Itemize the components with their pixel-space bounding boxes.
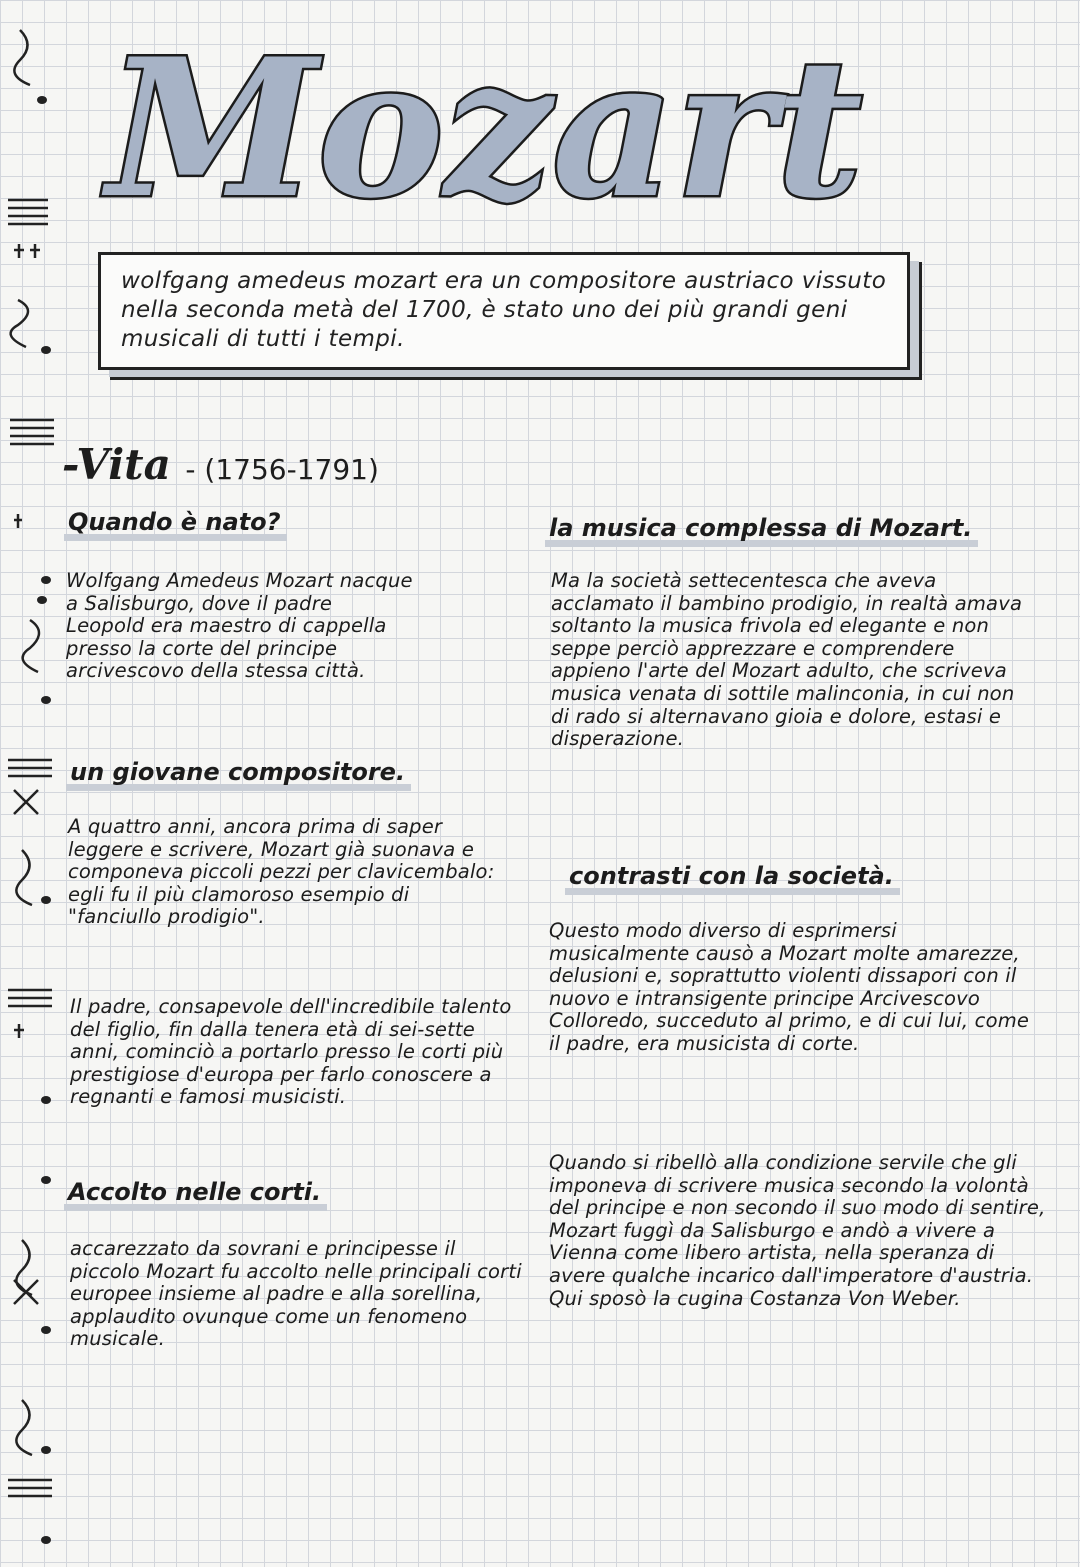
page-title [95,5,875,240]
subheading-accolto-corti: Accolto nelle corti. [64,1178,327,1208]
paragraph-father: Il padre, consapevole dell'incredibile talento del figlio, fin dalla tenera età di sei-sette anni, cominciò a portarlo presso le corti più prestigiose d'europa per farlo conoscere a regnanti e famosi musicisti. [70,995,512,1109]
subheading-giovane-compositore: un giovane compositore. [66,758,411,788]
intro-box [98,252,910,370]
paragraph-contrasts: Questo modo diverso di esprimersi musicalmente causò a Mozart molte amarezze, delusioni e, soprattutto violenti dissapori con il nuovo e intransigente principe Arcivescovo Colloredo, succeduto al primo, e di cui lui, come il padre, era musicista di corte. [549,919,1030,1055]
intro-text: wolfgang amedeus mozart era un compositore austriaco vissuto nella seconda metà del 1700, è stato uno dei più grandi geni musicali di tutti i tempi. [121,268,887,352]
subheading-musica-complessa: la musica complessa di Mozart. [545,514,978,544]
section-heading-vita [62,440,379,489]
paragraph-birth: Wolfgang Amedeus Mozart nacque a Salisburgo, dove il padre Leopold era maestro di cappella presso la corte del principe arcivescovo della stessa città. [66,569,413,683]
paragraph-young-composer: A quattro anni, ancora prima di saper leggere e scrivere, Mozart già suonava e componeva piccoli pezzi per clavicembalo: egli fu il più clamoroso esempio di "fanciullo prodigio". [68,815,495,929]
vita-title: -Vita [62,440,171,489]
paragraph-complex-music: Ma la società settecentesca che aveva acclamato il bambino prodigio, in realtà amava soltanto la musica frivola ed elegante e non seppe perciò apprezzare e comprendere appieno l'arte del Mozart adulto, che scriveva musica venata di sottile malinconia, in cui non di rado si alternavano gioia e dolore, estasi e disperazione. [551,569,1023,751]
vita-dates: - (1756-1791) [185,453,379,486]
subheading-contrasti: contrasti con la società. [565,862,900,892]
title-text: Mozart [107,17,863,240]
paragraph-vienna: Quando si ribellò alla condizione servile che gli imponeva di scrivere musica secondo la volontà del principe e non secondo il suo modo di sentire, Mozart fuggì da Salisburgo e andò a vivere a Vienna come libero artista, nella speranza di avere qualche incarico dall'imperatore d'austria. Qui sposò la cugina Costanza Von Weber. [549,1151,1046,1310]
music-notes-doodle [0,0,62,1567]
paragraph-courts: accarezzato da sovrani e principesse il piccolo Mozart fu accolto nelle principali corti europee insieme al padre e alla sorellina, applaudito ovunque come un fenomeno musicale. [70,1237,522,1351]
subheading-quando-nato: Quando è nato? [64,508,287,538]
